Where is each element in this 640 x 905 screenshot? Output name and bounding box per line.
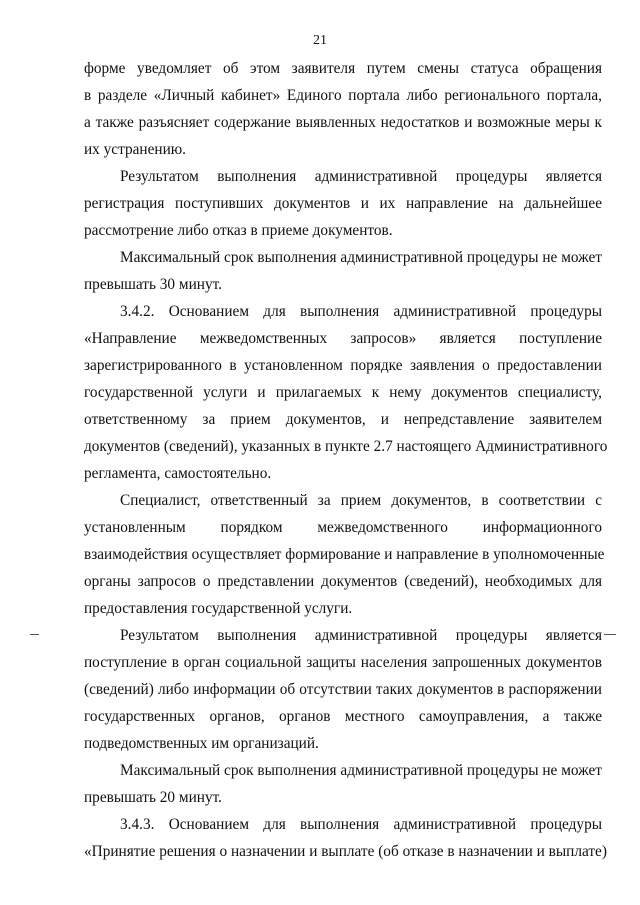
text-line: «Принятие решения о назначении и выплате (об отказе в назначении и выплате) [84,843,607,860]
text-line: взаимодействия осуществляет формирование и направление в уполномоченные [84,546,605,563]
text-line: поступление в орган социальной защиты населения запрошенных документов [84,654,602,671]
text-line: ответственному за прием документов, и непредставление заявителем [84,411,602,428]
text-line: превышать 30 минут. [84,276,222,293]
text-line: форме уведомляет об этом заявителя путем смены статуса обращения [84,60,602,77]
text-line: Специалист, ответственный за прием документов, в соответствии с [120,492,602,509]
text-line: а также разъясняет содержание выявленных недостатков и возможные меры к [84,114,602,131]
text-line: регламента, самостоятельно. [84,465,272,482]
text-line: документов (сведений), указанных в пункте 2.7 настоящего Административного [84,438,608,455]
text-line: 3.4.2. Основанием для выполнения административной процедуры [120,303,602,320]
text-line: Результатом выполнения административной процедуры является [120,627,602,644]
text-line: регистрация поступивших документов и их направление на дальнейшее [84,195,602,212]
text-line: Максимальный срок выполнения административной процедуры не может [120,762,602,779]
scan-mark-right [604,634,616,635]
text-line: «Направление межведомственных запросов» является поступление [84,330,602,347]
text-line: в разделе «Личный кабинет» Единого портала либо регионального портала, [84,87,602,104]
text-line: превышать 20 минут. [84,789,222,806]
text-line: (сведений) либо информации об отсутствии таких документов в распоряжении [84,681,602,698]
text-line: предоставления государственной услуги. [84,600,353,617]
text-line: их устранению. [84,141,187,158]
text-line: зарегистрированного в установленном порядке заявления о предоставлении [84,357,602,374]
text-line: органы запросов о представлении документов (сведений), необходимых для [84,573,602,590]
text-line: государственных органов, органов местного самоуправления, а также [84,708,602,725]
text-line: установленным порядком межведомственного информационного [84,519,602,536]
text-line: 3.4.3. Основанием для выполнения административной процедуры [120,816,602,833]
text-line: Результатом выполнения административной процедуры является [120,168,602,185]
text-line: государственной услуги и прилагаемых к нему документов специалисту, [84,384,602,401]
text-line: Максимальный срок выполнения административной процедуры не может [120,249,602,266]
text-line: подведомственных им организаций. [84,735,319,752]
page-number: 21 [313,33,327,48]
text-line: рассмотрение либо отказ в приеме документов. [84,222,393,239]
scan-mark-left [30,634,39,635]
